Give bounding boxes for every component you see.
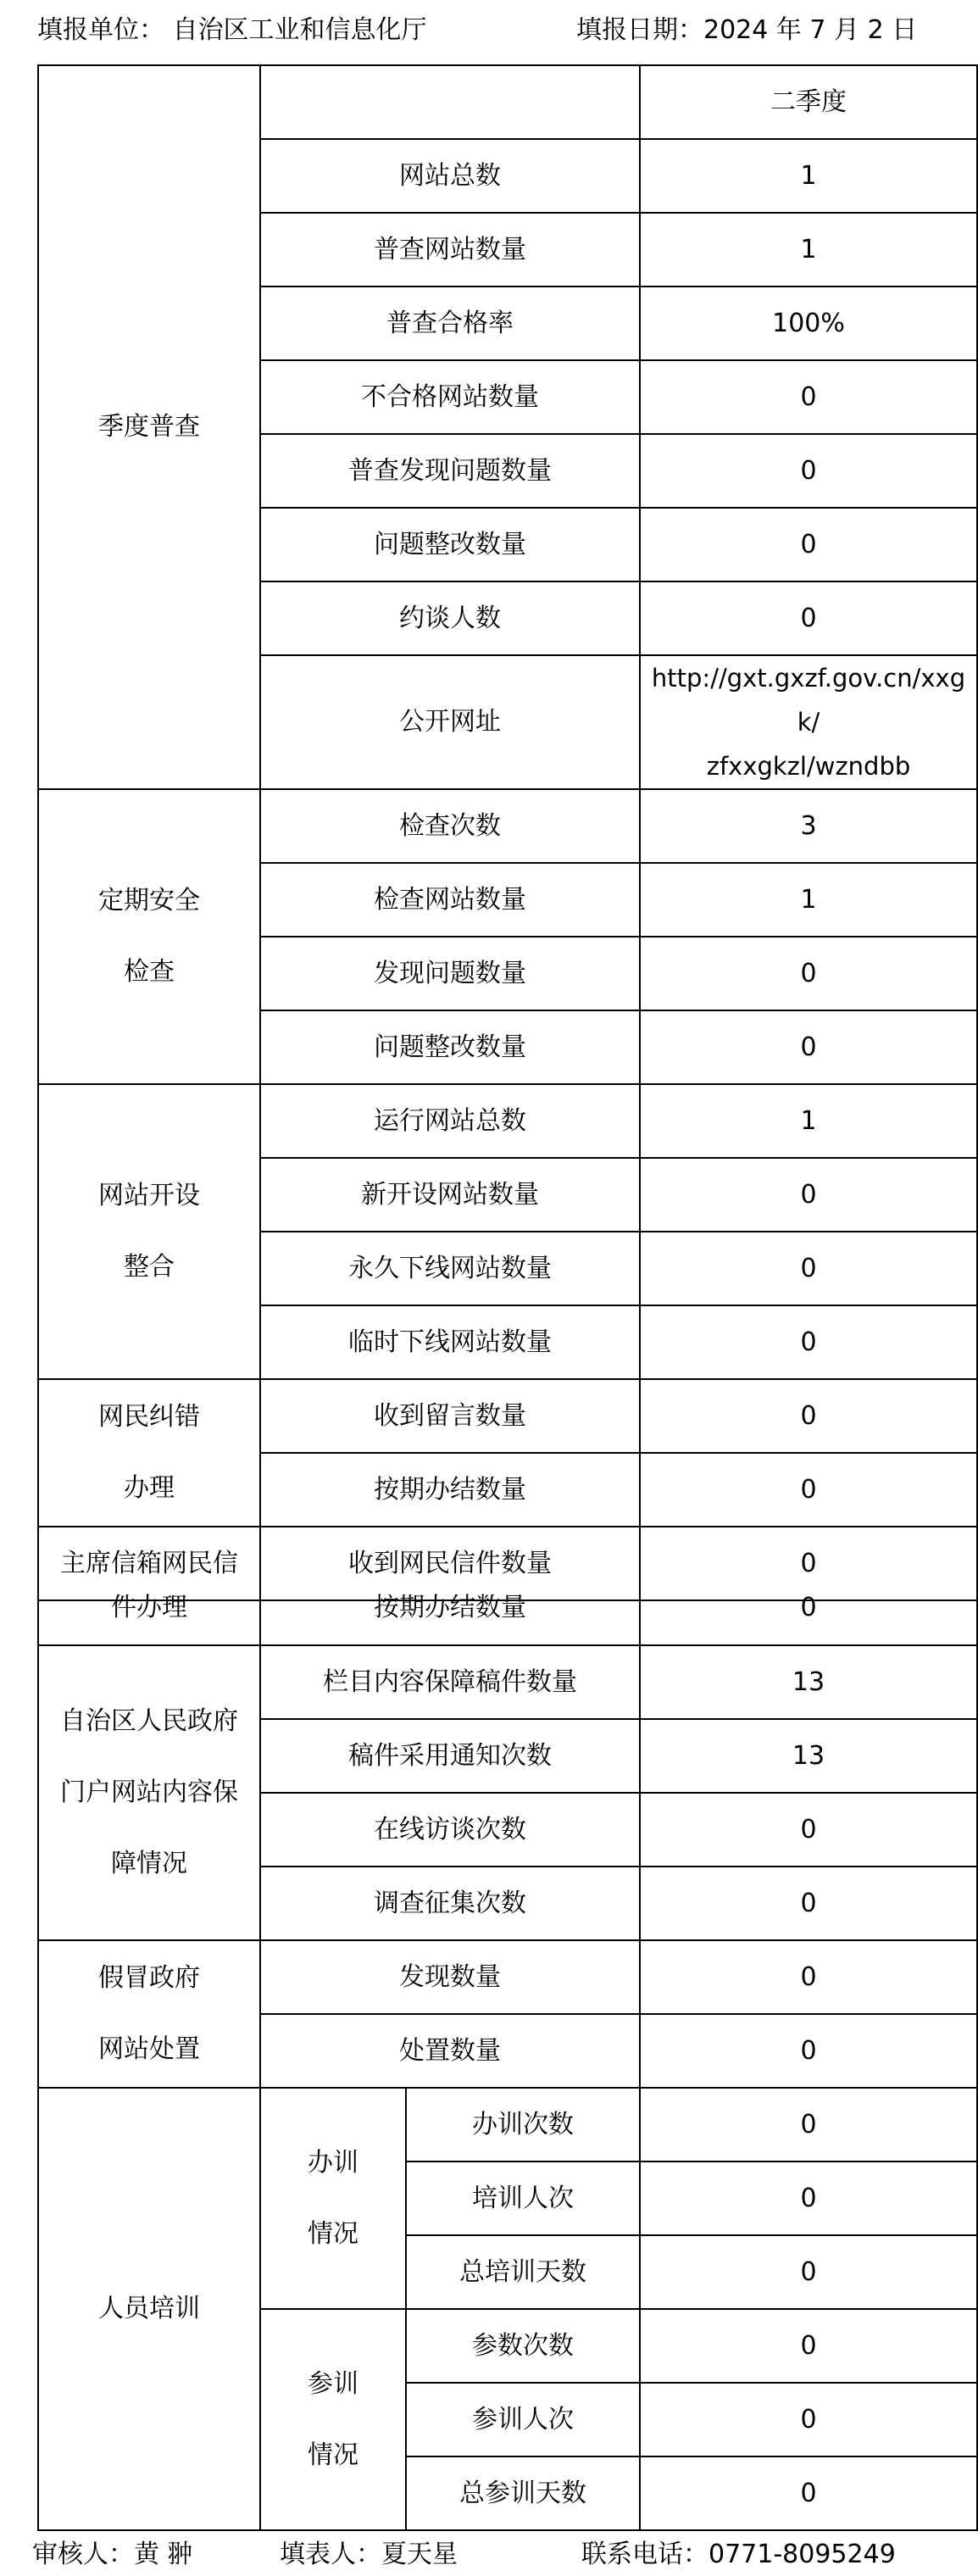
fill-date-label: 填报日期： (576, 15, 703, 45)
value-cell: 0 (640, 2088, 977, 2162)
value-cell: 0 (640, 1379, 977, 1453)
value-cell: 0 (640, 1527, 977, 1600)
item-cell: 在线访谈次数 (260, 1793, 640, 1867)
item-cell: 约谈人数 (260, 581, 640, 655)
category-line: 整合 (124, 1252, 175, 1282)
item-cell: 参数次数 (406, 2309, 640, 2383)
public-url-cell (640, 655, 977, 789)
item-cell: 普查网站数量 (260, 213, 640, 287)
value-cell: 0 (640, 1010, 977, 1084)
item-cell: 总培训天数 (406, 2235, 640, 2309)
item-cell: 普查合格率 (260, 287, 640, 360)
value-cell: 0 (640, 2309, 977, 2383)
filler-value: 夏天星 (381, 2540, 458, 2569)
item-cell: 问题整改数量 (260, 508, 640, 581)
value-cell: 0 (640, 508, 977, 581)
phone (581, 2533, 896, 2570)
category-cell: 件办理 (38, 1572, 260, 1645)
training-group-cell (260, 2309, 406, 2530)
item-cell: 公开网址 (260, 655, 640, 789)
value-cell: 0 (640, 1793, 977, 1867)
value-cell: 0 (640, 2014, 977, 2088)
value-cell: 0 (640, 1572, 977, 1645)
value-cell: 0 (640, 1940, 977, 2014)
item-cell: 不合格网站数量 (260, 360, 640, 434)
phone-label: 联系电话： (581, 2540, 708, 2569)
item-cell: 检查次数 (260, 789, 640, 863)
fill-unit (37, 8, 427, 46)
category-line: 障情况 (111, 1849, 187, 1878)
value-cell: 13 (640, 1645, 977, 1719)
category-line: 自治区人民政府 (60, 1706, 238, 1736)
group-line: 办训 (308, 2147, 358, 2178)
item-cell: 栏目内容保障稿件数量 (260, 1645, 640, 1719)
category-cell (38, 1940, 260, 2088)
item-cell: 发现问题数量 (260, 937, 640, 1010)
value-cell: 0 (640, 1232, 977, 1305)
category-cell (38, 789, 260, 1084)
category-cell (38, 1645, 260, 1940)
category-cell: 主席信箱网民信 (38, 1527, 260, 1600)
value-cell: 0 (640, 2162, 977, 2235)
value-cell: 13 (640, 1719, 977, 1793)
item-cell: 收到留言数量 (260, 1379, 640, 1453)
group-line: 情况 (308, 2218, 358, 2249)
reviewer-value: 黄 翀 (134, 2540, 193, 2569)
item-cell: 调查征集次数 (260, 1867, 640, 1940)
value-cell: 0 (640, 1158, 977, 1232)
item-cell: 新开设网站数量 (260, 1158, 640, 1232)
fill-date (576, 8, 917, 46)
category-line: 网站开设 (98, 1181, 200, 1210)
category-cell (38, 1084, 260, 1379)
category-cell: 季度普查 (38, 65, 260, 789)
category-line: 办理 (124, 1473, 175, 1503)
value-cell: 0 (640, 434, 977, 508)
value-cell: 0 (640, 1305, 977, 1379)
value-cell: 1 (640, 863, 977, 937)
value-cell: 0 (640, 1453, 977, 1527)
training-group-cell (260, 2088, 406, 2309)
item-cell: 运行网站总数 (260, 1084, 640, 1158)
filler (280, 2533, 458, 2570)
value-cell: 0 (640, 2456, 977, 2530)
public-url-line2: zfxxgkzl/wzndbb (706, 752, 911, 781)
value-cell: 1 (640, 139, 977, 213)
category-line: 网民纠错 (98, 1402, 200, 1432)
item-cell: 收到网民信件数量 (260, 1527, 640, 1600)
column-header: 二季度 (640, 65, 977, 139)
item-cell: 参训人次 (406, 2383, 640, 2456)
fill-date-value: 2024 年 7 月 2 日 (703, 15, 918, 45)
value-cell: 0 (640, 581, 977, 655)
item-cell: 问题整改数量 (260, 1010, 640, 1084)
group-line: 情况 (308, 2440, 358, 2470)
item-cell: 培训人次 (406, 2162, 640, 2235)
item-cell: 稿件采用通知次数 (260, 1719, 640, 1793)
category-cell (38, 1379, 260, 1527)
category-line: 检查 (124, 957, 175, 987)
item-cell: 检查网站数量 (260, 863, 640, 937)
value-cell: 0 (640, 1867, 977, 1940)
value-cell: 0 (640, 937, 977, 1010)
report-table-part2 (37, 1572, 978, 2531)
value-cell: 0 (640, 2235, 977, 2309)
fill-unit-value: 自治区工业和信息化厅 (172, 15, 427, 45)
header-blank-cell (260, 65, 640, 139)
value-cell: 100% (640, 287, 977, 360)
report-table-part1 (37, 64, 978, 1601)
category-line: 假冒政府 (98, 1963, 200, 1993)
value-cell: 1 (640, 213, 977, 287)
value-cell: 3 (640, 789, 977, 863)
filler-label: 填表人： (280, 2540, 381, 2569)
category-line: 网站处置 (98, 2034, 200, 2064)
category-cell: 人员培训 (38, 2088, 260, 2530)
item-cell: 永久下线网站数量 (260, 1232, 640, 1305)
value-cell: 0 (640, 2383, 977, 2456)
item-cell: 临时下线网站数量 (260, 1305, 640, 1379)
value-cell: 1 (640, 1084, 977, 1158)
value-cell: 0 (640, 360, 977, 434)
item-cell: 总参训天数 (406, 2456, 640, 2530)
item-cell: 办训次数 (406, 2088, 640, 2162)
category-line: 定期安全 (98, 886, 200, 915)
group-line: 参训 (308, 2368, 358, 2399)
reviewer-label: 审核人： (32, 2540, 134, 2569)
category-line: 门户网站内容保 (60, 1778, 238, 1807)
reviewer (32, 2533, 193, 2570)
item-cell: 网站总数 (260, 139, 640, 213)
item-cell: 按期办结数量 (260, 1572, 640, 1645)
item-cell: 处置数量 (260, 2014, 640, 2088)
phone-value: 0771-8095249 (708, 2540, 896, 2569)
item-cell: 按期办结数量 (260, 1453, 640, 1527)
item-cell: 发现数量 (260, 1940, 640, 2014)
fill-unit-label: 填报单位： (37, 15, 164, 45)
item-cell: 普查发现问题数量 (260, 434, 640, 508)
public-url-line1: http://gxt.gxzf.gov.cn/xxgk/ (651, 664, 966, 737)
